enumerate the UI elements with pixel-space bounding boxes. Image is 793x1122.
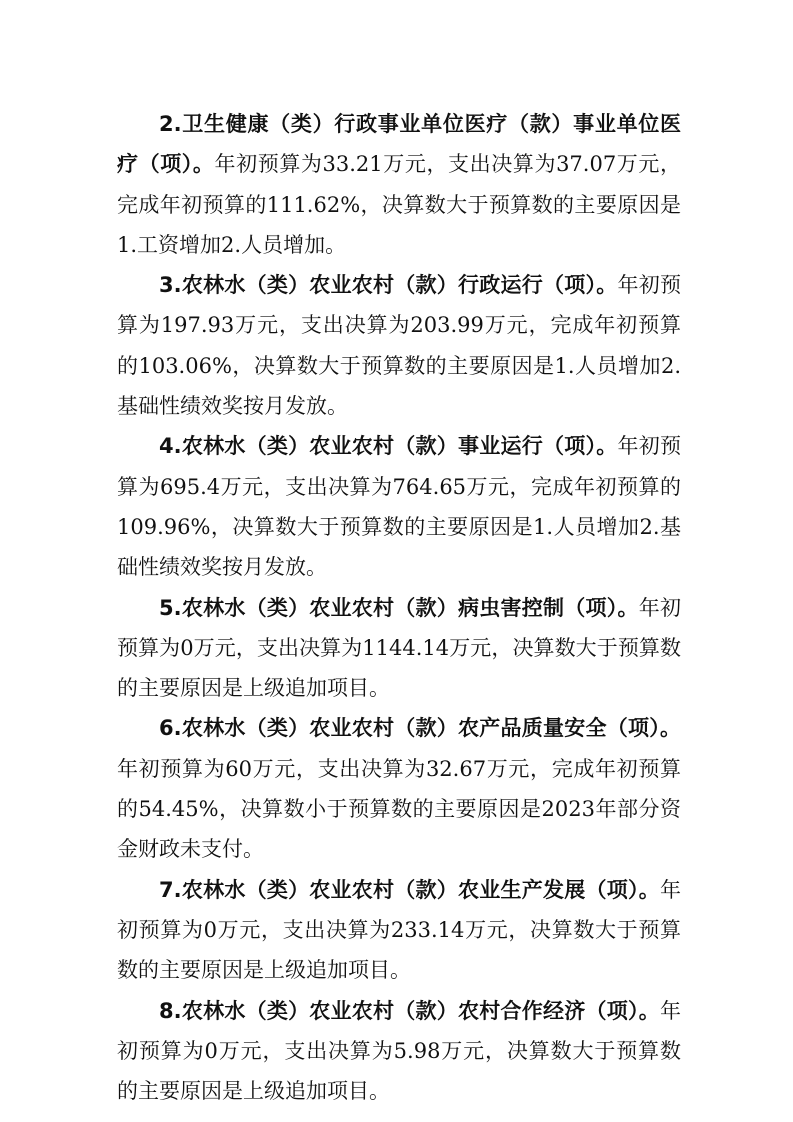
paragraph-heading: 4.农林水（类）农业农村（款）事业运行（项）。 (159, 434, 618, 459)
paragraph-text: 年初预算为60万元，支出决算为32.67万元，完成年初预算的54.45%，决算数小于预算数的主要原因是2023年部分资金财政未支付。 (117, 756, 681, 862)
paragraph-text: 年初预算为695.4万元，支出决算为764.65万元，完成年初预算的109.96%，决算数大于预算数的主要原因是1.人员增加2.基础性绩效奖按月发放。 (117, 434, 682, 580)
paragraph-text: 年初预算为0万元，支出决算为233.14万元，决算数大于预算数的主要原因是上级追加项目。 (117, 877, 681, 983)
paragraph-item-8 (117, 991, 681, 1112)
paragraph-text: 年初预算为197.93万元，支出决算为203.99万元，完成年初预算的103.06%，决算数大于预算数的主要原因是1.人员增加2.基础性绩效奖按月发放。 (117, 273, 682, 419)
paragraph-heading: 7.农林水（类）农业农村（款）农业生产发展（项）。 (159, 877, 660, 902)
paragraph-item-4 (117, 426, 681, 587)
paragraph-heading: 8.农林水（类）农业农村（款）农村合作经济（项）。 (159, 998, 660, 1023)
paragraph-text: 年初预算为0万元，支出决算为5.98万元，决算数大于预算数的主要原因是上级追加项目。 (117, 998, 681, 1104)
document-body (117, 104, 681, 1111)
paragraph-heading: 2.卫生健康（类）行政事业单位医疗（款）事业单位医疗（项）。 (117, 112, 681, 177)
paragraph-item-2 (117, 104, 681, 265)
paragraph-item-5 (117, 588, 681, 709)
paragraph-heading: 6.农林水（类）农业农村（款）农产品质量安全（项）。 (159, 716, 681, 741)
paragraph-item-7 (117, 870, 681, 991)
paragraph-item-6 (117, 708, 681, 869)
paragraph-item-3 (117, 265, 681, 426)
paragraph-heading: 5.农林水（类）农业农村（款）病虫害控制（项）。 (159, 595, 639, 620)
paragraph-text: 年初预算为0万元，支出决算为1144.14万元，决算数大于预算数的主要原因是上级追加项目。 (117, 595, 681, 701)
paragraph-text: 年初预算为33.21万元，支出决算为37.07万元，完成年初预算的111.62%，决算数大于预算数的主要原因是1.工资增加2.人员增加。 (117, 152, 681, 257)
paragraph-heading: 3.农林水（类）农业农村（款）行政运行（项）。 (159, 273, 618, 298)
